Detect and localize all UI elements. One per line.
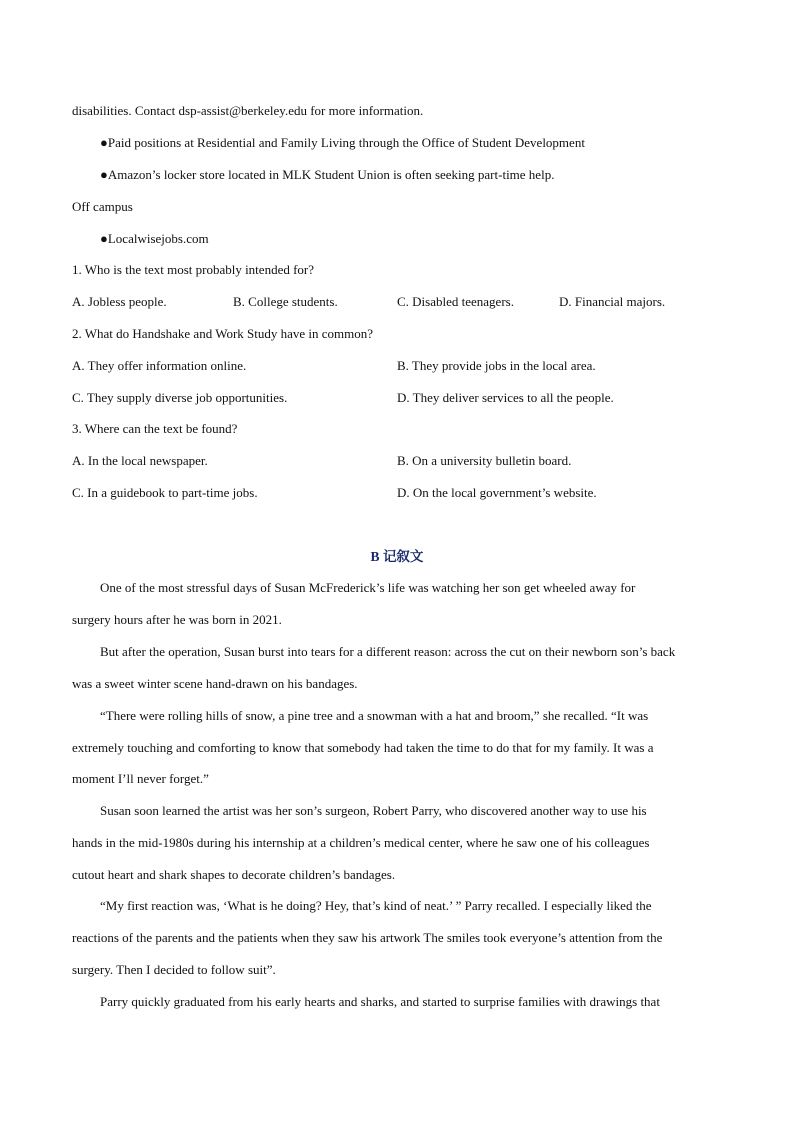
passage-line: moment I’ll never forget.” [72,771,209,786]
option-d: D. Financial majors. [559,294,666,309]
option-d: D. They deliver services to all the people. [397,390,614,405]
text-line: disabilities. Contact dsp-assist@berkeley.edu for more information. [72,103,424,118]
passage-line: Parry quickly graduated from his early hearts and sharks, and started to surprise families with drawings that [100,994,660,1009]
option-b: B. They provide jobs in the local area. [397,358,596,373]
option-a: A. They offer information online. [72,358,247,373]
passage-line: “There were rolling hills of snow, a pine tree and a snowman with a hat and broom,” she recalled. “It was [100,708,649,723]
subheading-off-campus: Off campus [72,199,133,214]
option-a: A. In the local newspaper. [72,453,208,468]
bullet-item: ●Amazon’s locker store located in MLK Student Union is often seeking part-time help. [100,167,555,182]
passage-line: But after the operation, Susan burst into tears for a different reason: across the cut on their newborn son’s back [100,644,676,659]
section-letter: B [370,549,380,564]
passage-line: surgery. Then I decided to follow suit”. [72,962,276,977]
question-stem: 3. Where can the text be found? [72,421,238,436]
option-b: B. College students. [233,294,338,309]
passage-line: surgery hours after he was born in 2021. [72,612,282,627]
question-stem: 1. Who is the text most probably intended for? [72,262,315,277]
passage-line: “My first reaction was, ‘What is he doing? Hey, that’s kind of neat.’ ” Parry recalled. I especially liked the [100,898,652,913]
section-heading [0,549,794,565]
passage-line: Susan soon learned the artist was her son’s surgeon, Robert Parry, who discovered another way to use his [100,803,647,818]
passage-line: cutout heart and shark shapes to decorate children’s bandages. [72,867,396,882]
bullet-item: ●Localwisejobs.com [100,231,209,246]
bullet-item: ●Paid positions at Residential and Family Living through the Office of Student Development [100,135,585,150]
option-c: C. Disabled teenagers. [397,294,514,309]
passage-line: was a sweet winter scene hand-drawn on his bandages. [72,676,358,691]
option-c: C. They supply diverse job opportunities. [72,390,288,405]
option-b: B. On a university bulletin board. [397,453,572,468]
option-c: C. In a guidebook to part-time jobs. [72,485,258,500]
passage-line: reactions of the parents and the patients when they saw his artwork The smiles took everyone’s attention from the [72,930,663,945]
option-a: A. Jobless people. [72,294,167,309]
option-d: D. On the local government’s website. [397,485,597,500]
question-stem: 2. What do Handshake and Work Study have in common? [72,326,374,341]
passage-line: hands in the mid-1980s during his internship at a children’s medical center, where he saw one of his colleagues [72,835,650,850]
passage-line: One of the most stressful days of Susan McFrederick’s life was watching her son get wheeled away for [100,580,636,595]
section-title: 记叙文 [382,549,424,565]
passage-line: extremely touching and comforting to know that somebody had taken the time to do that for my family. It was a [72,740,654,755]
